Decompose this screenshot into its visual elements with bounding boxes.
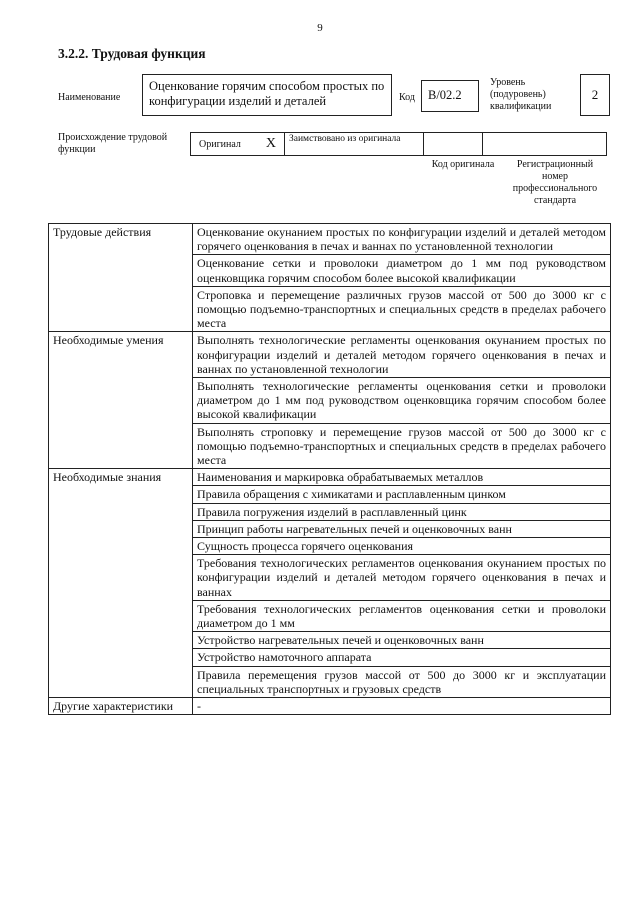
table-row (49, 469, 611, 486)
section-item: Оценкование окунанием простых по конфигурации изделий и деталей методом горячего оценкования в печах и ваннах по установленной технологии (193, 224, 611, 255)
section-item: Требования технологических регламентов оценкования окунанием простых по конфигурации изделий и деталей методом горячего оценкования в печах и ваннах (193, 555, 611, 601)
original-label: Оригинал (199, 138, 241, 150)
section-item: Выполнять технологические регламенты оценкования окунанием простых по конфигурации изделий и деталей методом горячего оценкования в печах и ваннах по установленной технологии (193, 332, 611, 378)
section-label: Необходимые знания (49, 469, 193, 698)
section-item: Выполнять технологические регламенты оценкования сетки и проволоки диаметром до 1 мм под руководством оценковщика горячим способом более высокой квалификации (193, 378, 611, 424)
table-row (49, 698, 611, 715)
table-row (49, 332, 611, 378)
original-cell (190, 132, 285, 156)
origin-label: Происхождение трудовой функции (58, 132, 168, 155)
section-item: Оценкование сетки и проволоки диаметром до 1 мм под руководством оценковщика горячим способом более высокой квалификации (193, 255, 611, 286)
section-item: Правила перемещения грузов массой от 500 до 3000 кг и эксплуатации специальных транспортных и грузовых средств (193, 666, 611, 697)
reg-number-caption: Регистрационный номер профессионального стандарта (512, 159, 598, 206)
function-details-table (48, 223, 611, 715)
page-number: 9 (317, 22, 323, 34)
section-label: Трудовые действия (49, 224, 193, 332)
section-item: Выполнять строповку и перемещение грузов массой от 500 до 3000 кг с помощью подъемно-транспортных и специальных средств в пределах рабочего места (193, 423, 611, 469)
code-label: Код (399, 92, 415, 103)
borrowed-cell: Заимствовано из оригинала (284, 132, 424, 156)
section-title: 3.2.2. Трудовая функция (58, 46, 206, 61)
code-original-cell (423, 132, 483, 156)
level-label: Уровень (подуровень) квалификации (490, 77, 552, 112)
section-item: - (193, 698, 611, 715)
name-label: Наименование (58, 92, 121, 103)
section-label: Другие характеристики (49, 698, 193, 715)
origin-row (191, 132, 607, 156)
table-row (49, 224, 611, 255)
section-item: Правила погружения изделий в расплавленный цинк (193, 503, 611, 520)
code-original-caption: Код оригинала (431, 159, 495, 170)
section-item: Устройство намоточного аппарата (193, 649, 611, 666)
section-item: Принцип работы нагревательных печей и оценковочных ванн (193, 520, 611, 537)
original-mark: X (265, 136, 276, 151)
reg-number-cell (482, 132, 607, 156)
section-label: Необходимые умения (49, 332, 193, 469)
section-item: Строповка и перемещение различных грузов массой от 500 до 3000 кг с помощью подъемно-транспортных и специальных средств в пределах рабочего места (193, 286, 611, 332)
section-item: Правила обращения с химикатами и расплавленным цинком (193, 486, 611, 503)
section-item: Сущность процесса горячего оценкования (193, 538, 611, 555)
section-item: Требования технологических регламентов оценкования сетки и проволоки диаметром до 1 мм (193, 600, 611, 631)
function-code-box: B/02.2 (421, 80, 479, 112)
section-item: Устройство нагревательных печей и оценковочных ванн (193, 632, 611, 649)
qualification-level-box: 2 (580, 74, 610, 116)
section-item: Наименования и маркировка обрабатываемых металлов (193, 469, 611, 486)
function-name-box: Оценкование горячим способом простых по конфигурации изделий и деталей (142, 74, 392, 116)
